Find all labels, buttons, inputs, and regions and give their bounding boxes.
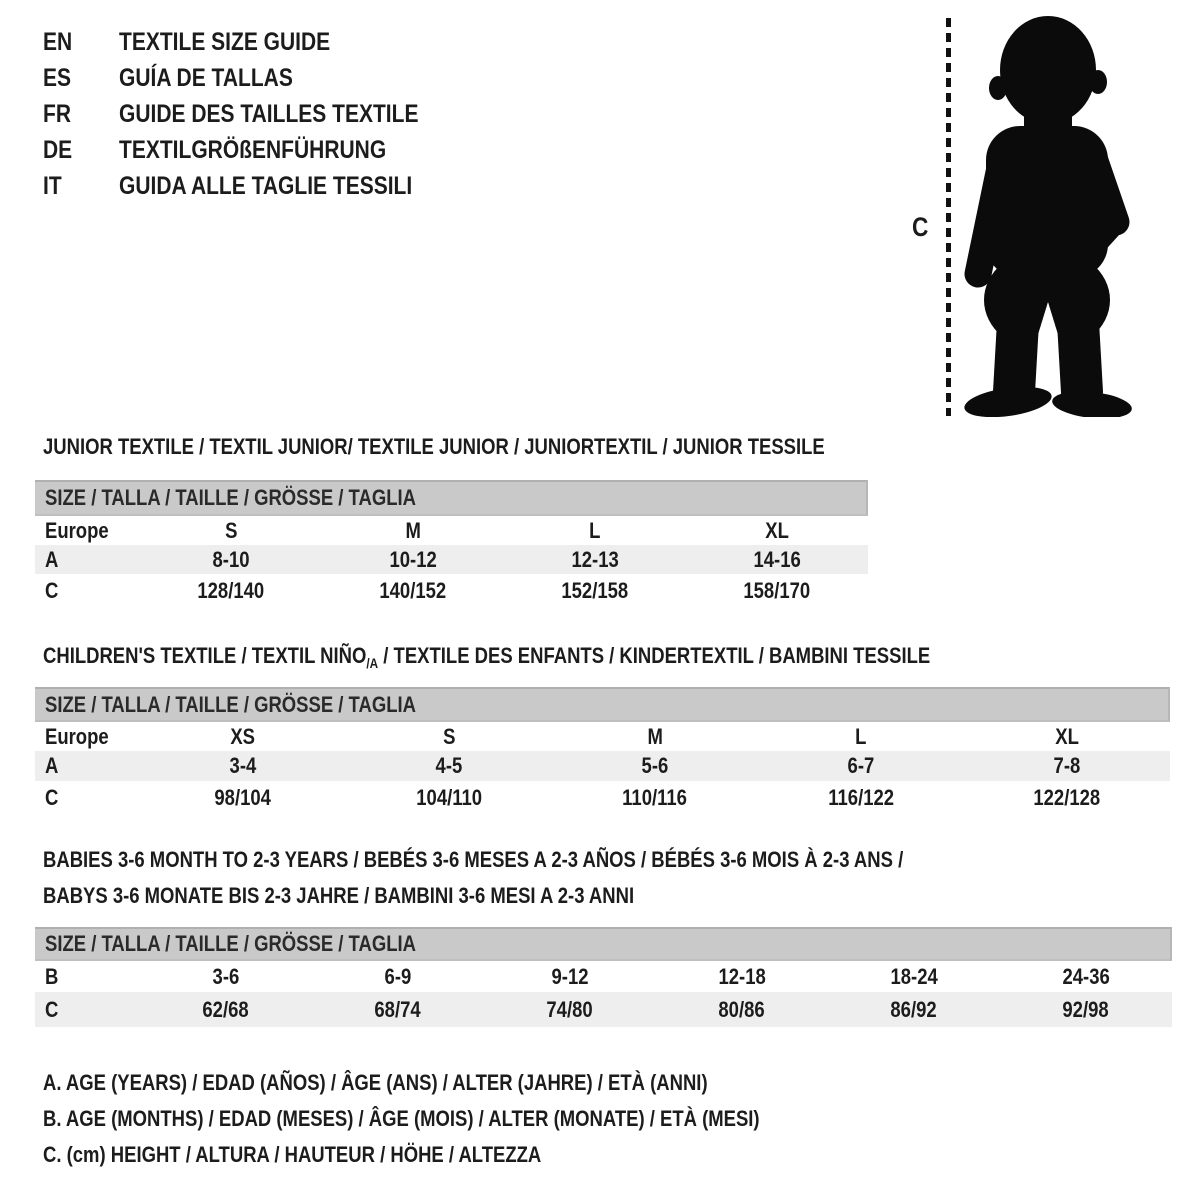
value-cell: 80/86 xyxy=(718,996,766,1022)
value-cell: 98/104 xyxy=(214,785,272,810)
babies-height-row xyxy=(35,992,1172,1027)
row-label: C xyxy=(45,577,59,603)
value-cell: 122/128 xyxy=(1033,785,1101,810)
children-title-text xyxy=(43,643,930,671)
legend-text-b: B. AGE (MONTHS) / EDAD (MESES) / ÂGE (MOIS) / ALTER (MONATE) / ETÀ (MESI) xyxy=(43,1106,760,1131)
children-title-suffix: / TEXTILE DES ENFANTS / KINDERTEXTIL / BAMBINI TESSILE xyxy=(378,643,931,668)
value-cell: 158/170 xyxy=(743,577,811,603)
value-cell: 152/158 xyxy=(561,577,629,603)
language-code: IT xyxy=(43,171,62,200)
row-label: C xyxy=(45,996,59,1022)
value-cell: 7-8 xyxy=(1053,753,1081,778)
language-row-de xyxy=(43,132,476,168)
babies-age-row xyxy=(35,961,1172,992)
legend-text-c: C. (cm) HEIGHT / ALTURA / HAUTEUR / HÖHE / ALTEZZA xyxy=(43,1142,542,1167)
children-title-prefix: CHILDREN'S TEXTILE / TEXTIL NIÑO xyxy=(43,643,367,668)
row-label: B xyxy=(45,963,59,989)
row-label: A xyxy=(45,753,59,778)
value-cell: 62/68 xyxy=(202,996,250,1022)
region-label: Europe xyxy=(45,724,109,749)
language-list xyxy=(43,24,476,204)
size-header-text: SIZE / TALLA / TAILLE / GRÖSSE / TAGLIA xyxy=(45,485,416,510)
value-cell: 3-4 xyxy=(229,753,257,778)
value-cell: 140/152 xyxy=(379,577,447,603)
legend-age-years xyxy=(43,1070,834,1096)
value-cell: 110/116 xyxy=(622,785,688,810)
junior-age-row xyxy=(35,545,868,574)
size-column-label: L xyxy=(589,518,601,543)
junior-section-title xyxy=(43,434,974,460)
value-cell: 6-9 xyxy=(384,963,412,989)
value-cell: 6-7 xyxy=(847,753,875,778)
value-cell: 4-5 xyxy=(435,753,463,778)
babies-section-title-line2 xyxy=(43,883,747,909)
size-column-label: S xyxy=(442,724,456,749)
value-cell: 104/110 xyxy=(416,785,482,810)
value-cell: 18-24 xyxy=(890,963,938,989)
legend-age-months xyxy=(43,1106,896,1132)
junior-size-header-bar xyxy=(35,480,868,516)
toddler-silhouette-icon xyxy=(956,12,1146,417)
size-column-label: XL xyxy=(765,518,789,543)
children-section-title xyxy=(43,643,1099,671)
children-columns-row xyxy=(35,723,1170,751)
value-cell: 8-10 xyxy=(212,546,250,572)
value-cell: 92/98 xyxy=(1062,996,1110,1022)
value-cell: 10-12 xyxy=(389,546,437,572)
value-cell: 9-12 xyxy=(551,963,589,989)
language-row-es xyxy=(43,60,476,96)
legend-height-cm xyxy=(43,1142,636,1168)
junior-title-text: JUNIOR TEXTILE / TEXTIL JUNIOR/ TEXTILE JUNIOR / JUNIORTEXTIL / JUNIOR TESSILE xyxy=(43,434,825,459)
language-code: FR xyxy=(43,99,71,128)
value-cell: 74/80 xyxy=(546,996,594,1022)
babies-title-text-2: BABYS 3-6 MONATE BIS 2-3 JAHRE / BAMBINI 3-6 MESI A 2-3 ANNI xyxy=(43,883,635,908)
value-cell: 128/140 xyxy=(197,577,265,603)
value-cell: 116/122 xyxy=(828,785,894,810)
row-label: C xyxy=(45,785,59,810)
children-age-row xyxy=(35,751,1170,781)
size-column-label: XS xyxy=(230,724,256,749)
language-row-fr xyxy=(43,96,476,132)
language-code: EN xyxy=(43,27,73,56)
junior-height-row xyxy=(35,574,868,607)
language-title: GUIDE DES TAILLES TEXTILE xyxy=(119,99,419,128)
region-label: Europe xyxy=(45,518,109,543)
toddler-figure xyxy=(962,16,1133,417)
size-column-label: S xyxy=(224,518,238,543)
value-cell: 14-16 xyxy=(753,546,801,572)
babies-title-text-1: BABIES 3-6 MONTH TO 2-3 YEARS / BEBÉS 3-6 MESES A 2-3 AÑOS / BÉBÉS 3-6 MOIS À 2-3 ANS / xyxy=(43,847,904,872)
babies-section-title-line1 xyxy=(43,847,1067,873)
language-title: GUÍA DE TALLAS xyxy=(119,63,293,92)
row-label: A xyxy=(45,546,59,572)
children-title-subscript: /A xyxy=(366,655,379,671)
language-row-en xyxy=(43,24,476,60)
language-row-it xyxy=(43,168,476,204)
height-measure-label: C xyxy=(912,212,929,242)
size-column-label: M xyxy=(405,518,421,543)
language-code: ES xyxy=(43,63,72,92)
size-header-text: SIZE / TALLA / TAILLE / GRÖSSE / TAGLIA xyxy=(45,931,416,956)
junior-columns-row xyxy=(35,517,868,545)
children-height-row xyxy=(35,781,1170,815)
size-header-text: SIZE / TALLA / TAILLE / GRÖSSE / TAGLIA xyxy=(45,691,416,717)
size-column-label: XL xyxy=(1055,724,1079,749)
size-column-label: L xyxy=(855,724,867,749)
babies-size-header-bar xyxy=(35,927,1172,961)
language-code: DE xyxy=(43,135,73,164)
language-title: TEXTILE SIZE GUIDE xyxy=(119,27,331,56)
height-dashed-line xyxy=(946,18,951,416)
legend-text-a: A. AGE (YEARS) / EDAD (AÑOS) / ÂGE (ANS) / ALTER (JAHRE) / ETÀ (ANNI) xyxy=(43,1070,708,1095)
value-cell: 12-13 xyxy=(571,546,619,572)
value-cell: 5-6 xyxy=(641,753,669,778)
value-cell: 24-36 xyxy=(1062,963,1110,989)
language-title: TEXTILGRÖßENFÜHRUNG xyxy=(119,135,387,164)
value-cell: 86/92 xyxy=(890,996,938,1022)
size-column-label: M xyxy=(647,724,663,749)
children-size-header-bar xyxy=(35,687,1170,722)
value-cell: 12-18 xyxy=(718,963,766,989)
language-title: GUIDA ALLE TAGLIE TESSILI xyxy=(119,171,413,200)
value-cell: 3-6 xyxy=(212,963,240,989)
value-cell: 68/74 xyxy=(374,996,422,1022)
